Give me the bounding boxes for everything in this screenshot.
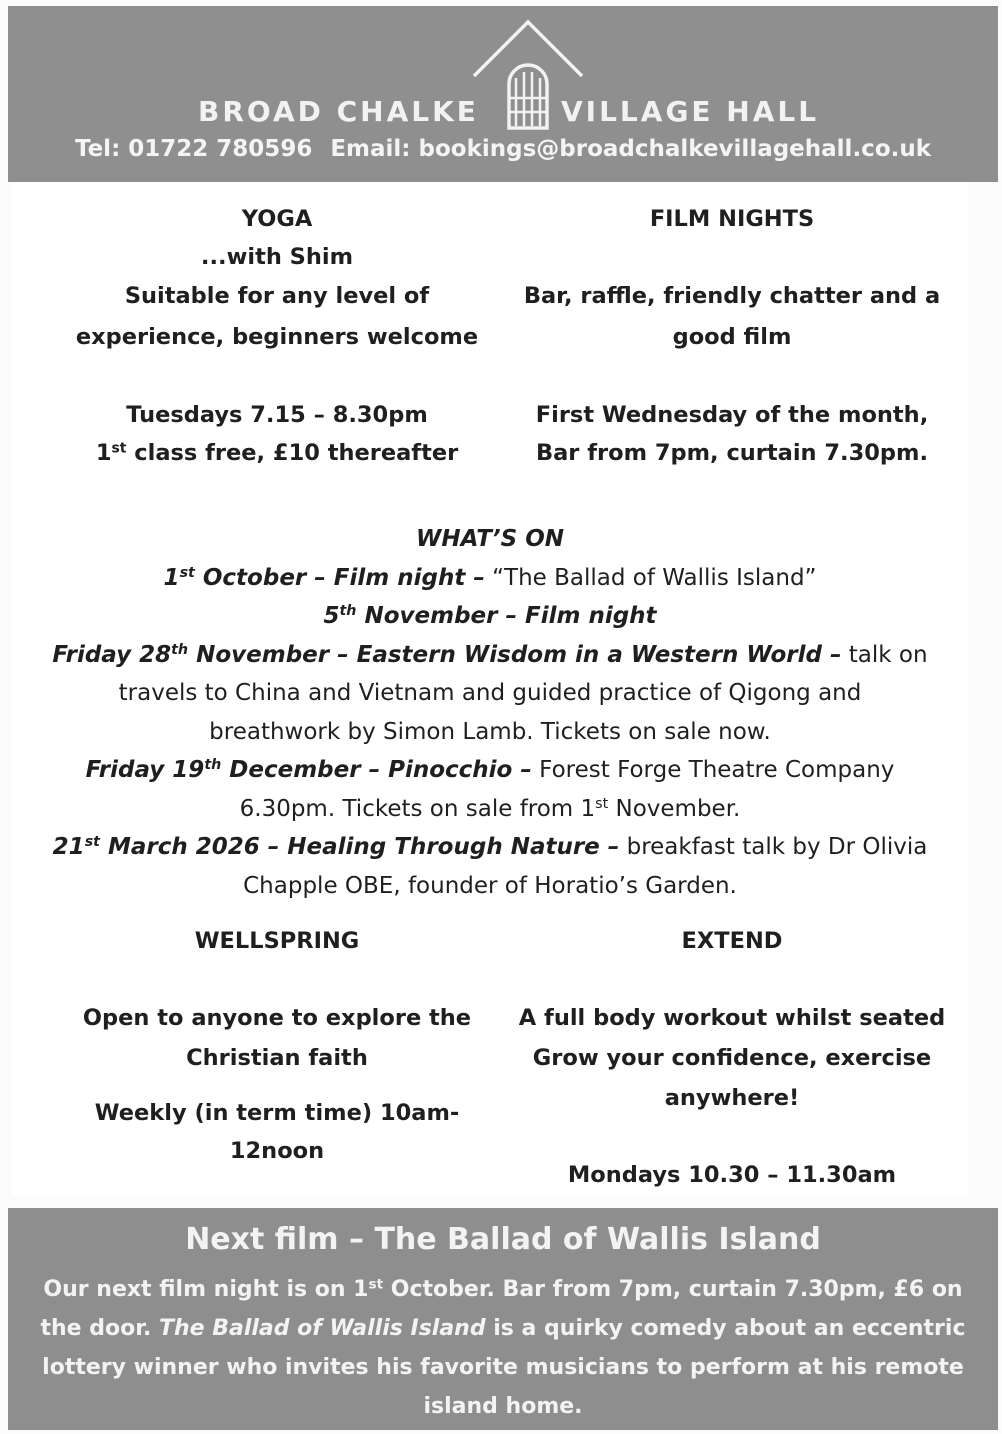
next-film-line xyxy=(18,1270,988,1309)
content-panel xyxy=(12,182,968,1195)
event-date-ordinal: th xyxy=(204,757,222,774)
whats-on-section xyxy=(12,520,968,905)
next-film-date-ordinal: st xyxy=(368,1276,384,1293)
next-film-text: Our next film night is on 1 xyxy=(43,1277,369,1302)
event-heading: November – Eastern Wisdom in a Western World – xyxy=(188,641,842,668)
film-nights-description-line: good film xyxy=(672,324,792,350)
event-detail: “The Ballad of Wallis Island” xyxy=(484,564,817,591)
yoga-price-number: 1 xyxy=(95,440,112,466)
yoga-subtitle: ...with Shim xyxy=(200,244,354,270)
next-film-line xyxy=(18,1309,988,1348)
footer-banner xyxy=(8,1208,998,1430)
next-film-line: island home. xyxy=(423,1394,583,1419)
event-detail-line: travels to China and Vietnam and guided practice of Qigong and xyxy=(118,680,862,706)
event-detail-line: breathwork by Simon Lamb. Tickets on sale now. xyxy=(209,718,771,745)
event-pinocchio xyxy=(12,751,968,790)
event-detail: November. xyxy=(608,795,741,822)
extend-title: EXTEND xyxy=(681,928,783,954)
yoga-time: Tuesdays 7.15 – 8.30pm xyxy=(126,402,428,428)
next-film-line: lottery winner who invites his favorite musicians to perform at his remote xyxy=(42,1355,964,1380)
next-film-text: the door. xyxy=(40,1316,159,1341)
next-film-name: The Ballad of Wallis Island xyxy=(158,1316,486,1341)
event-detail-line: Chapple OBE, founder of Horatio’s Garden. xyxy=(243,872,737,899)
event-date: 21 xyxy=(52,834,85,860)
wellspring-section xyxy=(42,922,512,1170)
wellspring-time: 12noon xyxy=(229,1138,325,1164)
yoga-price xyxy=(42,434,512,472)
event-date-ordinal: st xyxy=(84,834,100,851)
event-date: Friday 28 xyxy=(52,641,172,668)
event-date-ordinal: th xyxy=(171,641,189,658)
event-film-night-october xyxy=(12,559,968,598)
event-heading: March 2026 – Healing Through Nature – xyxy=(99,834,620,860)
event-detail: breakfast talk by Dr Olivia xyxy=(619,834,928,860)
wellspring-description-line: Christian faith xyxy=(186,1045,368,1071)
event-heading: October – Film night – xyxy=(194,564,485,591)
yoga-section xyxy=(42,200,512,472)
yoga-description-line: experience, beginners welcome xyxy=(75,324,479,350)
event-healing-through-nature xyxy=(12,828,968,867)
event-heading: December – Pinocchio – xyxy=(221,757,532,783)
event-detail: 6.30pm. Tickets on sale from 1 xyxy=(239,795,596,822)
event-heading: November – Film night xyxy=(356,603,657,629)
event-detail: talk on xyxy=(841,641,928,668)
event-film-night-november xyxy=(12,597,968,636)
hall-name-left: BROAD CHALKE xyxy=(198,95,479,128)
film-nights-when: Bar from 7pm, curtain 7.30pm. xyxy=(535,440,929,466)
film-nights-title: FILM NIGHTS xyxy=(649,206,815,232)
wellspring-description-line: Open to anyone to explore the xyxy=(82,1005,472,1031)
email-address[interactable]: Email: bookings@broadchalkevillagehall.co.uk xyxy=(330,136,932,162)
extend-description-line: anywhere! xyxy=(664,1085,800,1111)
extend-description-line: A full body workout whilst seated xyxy=(518,1005,946,1031)
film-nights-description-line: Bar, raffle, friendly chatter and a xyxy=(523,283,941,309)
next-film-description xyxy=(18,1270,988,1426)
extend-description-line: Grow your confidence, exercise xyxy=(532,1045,932,1071)
event-detail-line xyxy=(12,790,968,829)
yoga-description-line: Suitable for any level of xyxy=(124,283,430,309)
phone-number[interactable]: Tel: 01722 780596 xyxy=(74,136,313,162)
event-date: 1 xyxy=(163,564,180,591)
event-detail: Forest Forge Theatre Company xyxy=(531,757,895,783)
next-film-title: Next film – The Ballad of Wallis Island xyxy=(185,1222,821,1257)
event-date-ordinal: st xyxy=(595,795,609,812)
wellspring-time: Weekly (in term time) 10am- xyxy=(94,1100,460,1126)
next-film-text: October. Bar from 7pm, curtain 7.30pm, £6 on xyxy=(383,1277,963,1302)
header-banner xyxy=(8,6,998,182)
extend-section xyxy=(512,922,952,1194)
event-date: Friday 19 xyxy=(85,757,205,783)
hall-name-right: VILLAGE HALL xyxy=(561,95,820,128)
yoga-title: YOGA xyxy=(241,206,313,232)
yoga-price-text: class free, £10 thereafter xyxy=(126,440,459,466)
yoga-price-ordinal: st xyxy=(111,440,127,457)
event-date-ordinal: st xyxy=(179,564,195,581)
wellspring-title: WELLSPRING xyxy=(194,928,360,954)
film-nights-when: First Wednesday of the month, xyxy=(535,402,929,428)
event-date: 5 xyxy=(323,603,340,629)
event-date-ordinal: th xyxy=(339,603,357,620)
film-nights-section xyxy=(512,200,952,472)
next-film-text: is a quirky comedy about an eccentric xyxy=(485,1316,966,1341)
event-eastern-wisdom xyxy=(12,636,968,675)
whats-on-title: WHAT’S ON xyxy=(415,526,565,552)
extend-time: Mondays 10.30 – 11.30am xyxy=(567,1162,897,1188)
contact-line xyxy=(8,136,998,162)
